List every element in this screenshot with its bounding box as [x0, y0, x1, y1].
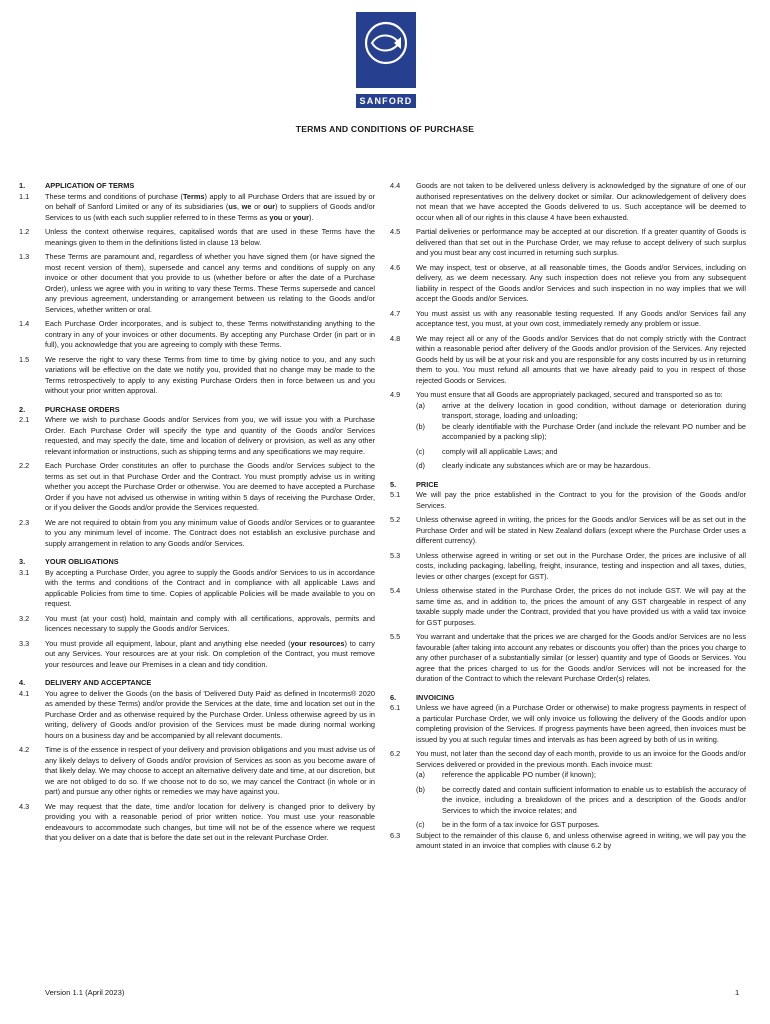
clause-text: Unless we have agreed (in a Purchase Order or otherwise) to make progress payments in respect of a particular Purchase Order, we will only invoice us following the delivery of the Goods and/or upon completing provision of the Services. If progress payments have been agreed, then invoices must be issued by you at such regular times and intervals as has been agreed by both of us in writing. — [416, 703, 746, 744]
clause-number: 2.2 — [19, 461, 30, 470]
sanford-logo — [356, 12, 416, 106]
clause-text: Where we wish to purchase Goods and/or Services from you, we will issue you with a Purchase Order. Each Purchase Order will specify the type and quantity of the Goods and/or Services requested, and may specify the date, time and location of delivery or provision, as well as any other relevant information or instructions, such as shipping terms and any specifications we may require. — [45, 415, 375, 456]
sub-clause — [416, 422, 746, 443]
clause-number: 5.1 — [390, 490, 401, 499]
clause — [19, 319, 375, 351]
sub-clause-label: (c) — [416, 446, 425, 456]
clause — [19, 568, 375, 610]
sub-clause — [416, 447, 746, 458]
sub-clause-label: (b) — [416, 784, 425, 794]
clause-number: 4.1 — [19, 688, 30, 698]
clause-text: Unless otherwise agreed in writing, the prices for the Goods and/or Services will be as set out in the Purchase Order and will be stated in New Zealand dollars (except where the Purchase Order uses a different currency). — [416, 515, 746, 545]
clause-text: Goods are not taken to be delivered unless delivery is acknowledged by the signature of one of our authorised representatives on the delivery docket or similar. Our acknowledgement of delivery does not mean that we have accepted the Goods delivered to us. Such acceptance will be deemed to occur when all of our rights in this clause 4 have been exhausted. — [416, 181, 746, 222]
clause — [19, 461, 375, 514]
clause-number: 5.3 — [390, 550, 401, 560]
clause — [390, 390, 746, 401]
sub-clause-text: be correctly dated and contain sufficient information to enable us to establish the accuracy of the invoice, including a breakdown of the prices and a description of the Goods and/or Services to which the invoice relates; and — [442, 784, 746, 815]
clause-text: You agree to deliver the Goods (on the basis of 'Delivered Duty Paid' as defined in Incoterms® 2020 as amended by these Terms) and/or provide the Services at the date, time and location set out in the Purchase Order and as otherwise required by the Purchase Order. Unless otherwise agreed by us in writing, delivery of Goods and/or provision of the Services must be made during normal working hours on a business day and be accompanied by all relevant documents. — [45, 688, 375, 740]
logo-wordmark: SANFORD — [356, 94, 416, 108]
clause-number: 1.2 — [19, 227, 30, 236]
clause-number: 5.2 — [390, 515, 401, 524]
clause — [19, 689, 375, 742]
clause-number: 6.2 — [390, 749, 401, 758]
clause — [390, 309, 746, 330]
clause-text: These Terms are paramount and, regardless of whether you have signed them (or have signed the most recent version of them), supersede and cancel any terms and conditions of supply on any invoice or other document that you provide to us (whether before or after the date of a Purchase Order), unless we agree with you in writing to vary these Terms. These Terms supersede and cancel any previous agreement, understanding or arrangement between us relating to the Goods and/or Services, whether written or oral. — [45, 252, 375, 314]
sub-clause-text: arrive at the delivery location in good condition, without damage or deterioration during transport, storage, loading and unloading; — [442, 400, 746, 420]
clause-text: We are not required to obtain from you any minimum value of Goods and/or Services or to guarantee to you any minimum level of income. The Contract does not establish an exclusive purchase and supply arrangement in relation to any Goods and/or Services. — [45, 517, 375, 548]
clause-text: We may reject all or any of the Goods and/or Services that do not comply strictly with the Contract within a reasonable period after delivery of the Goods and/or provision of the Services. Any rejected Goods held by us will be at your risk and you are responsible for any costs incurred by us in returning them to you. You must refund all amounts that we have already paid to you in respect of those rejected Goods or Services. — [416, 333, 746, 385]
section-heading — [390, 480, 746, 491]
clause — [390, 703, 746, 745]
sub-clause — [416, 770, 746, 781]
section-number: 5. — [390, 479, 397, 489]
clause-text: Each Purchase Order constitutes an offer to purchase the Goods and/or Services subject to the terms as set out in that Purchase Order and the Contract. You must promptly advise us in writing whether you accept the Purchase Order or otherwise. You are deemed to have accepted a Purchase Order if you have not advised us otherwise in writing within 5 days of receiving the Purchase Order, or if you deliver the Goods and/or provide the Services requested. — [45, 461, 375, 512]
clause — [390, 334, 746, 387]
clause — [390, 515, 746, 547]
clause-number: 3.3 — [19, 638, 30, 648]
clause — [19, 355, 375, 397]
clause — [19, 415, 375, 457]
clause-text: We may request that the date, time and/or location for delivery is changed prior to delivery by providing you with a reasonable period of prior written notice. You must use your reasonable endeavours to accommodate such changes, but time will not be of the essence where we request that you deliver on a date that is before the date set out in the relevant Purchase Order. — [45, 801, 375, 842]
sub-clause-text: be in the form of a tax invoice for GST purposes. — [442, 820, 600, 829]
sub-clause-text: comply will all applicable Laws; and — [442, 446, 558, 456]
clause — [390, 181, 746, 223]
section-heading — [19, 405, 375, 416]
clause-text: Unless the context otherwise requires, capitalised words that are used in these Terms have the meanings given to them in the definitions listed in clause 13 below. — [45, 227, 375, 247]
clause — [390, 263, 746, 305]
clause — [19, 227, 375, 248]
sub-clause-text: clearly indicate any substances which are or may be hazardous. — [442, 461, 651, 470]
clause-number: 4.7 — [390, 308, 401, 318]
clause-number: 3.2 — [19, 613, 30, 623]
sub-clause-label: (b) — [416, 421, 425, 431]
clause-text: Unless otherwise agreed in writing or set out in the Purchase Order, the prices are inclusive of all costs, including packaging, labelling, freight, insurance, testing and inspection and all taxes, duties, levies or other charges (except for GST). — [416, 550, 746, 581]
sub-clause-label: (d) — [416, 461, 425, 470]
clause — [390, 551, 746, 583]
clause-number: 1.4 — [19, 319, 30, 328]
section-number: 3. — [19, 557, 26, 566]
clause-number: 4.3 — [19, 801, 30, 811]
document-title: TERMS AND CONDITIONS OF PURCHASE — [295, 124, 475, 134]
clause-number: 1.1 — [19, 191, 30, 201]
section-title: PRICE — [416, 479, 439, 489]
clause-text: Each Purchase Order incorporates, and is subject to, these Terms notwithstanding anything to the contrary in any of your invoices or other documents. By accepting any Purchase Order (in part or in full), you acknowledge that you are agreeing to comply with these Terms. — [45, 319, 375, 349]
clause-number: 4.8 — [390, 333, 401, 343]
sub-clause-text: reference the applicable PO number (if known); — [442, 770, 596, 779]
clause-text: You must (at your cost) hold, maintain and comply with all certifications, approvals, permits and licences necessary to supply the Goods and/or Services. — [45, 613, 375, 633]
sub-clause-label: (c) — [416, 820, 425, 829]
clause — [19, 614, 375, 635]
clause-text: Unless otherwise stated in the Purchase Order, the prices do not include GST. We will pay at the same time as, and in addition to, the prices the amount of any GST chargeable in respect of any taxable supply made under the Contract, provided that you have provided us with a valid tax invoice for GST purposes. — [416, 586, 746, 627]
section-heading — [19, 181, 375, 192]
clause-text: You must, not later than the second day of each month, provide to us an invoice for the Goods and/or Services delivered or provided in the previous month. Each invoice must: — [416, 749, 746, 769]
clause-number: 4.2 — [19, 745, 30, 754]
section-number: 1. — [19, 181, 26, 190]
clause-text: You must provide all equipment, labour, plant and anything else needed (your resources) to carry out any Services. Your resources are at your risk. On completion of the Contract, you must remove your resources and leave our Premises in a clean and tidy condition. — [45, 638, 375, 669]
section-heading — [19, 557, 375, 568]
section-title: PURCHASE ORDERS — [45, 404, 120, 414]
sub-clause — [416, 820, 746, 831]
clause-text: These terms and conditions of purchase (Terms) apply to all Purchase Orders that are issued by or on behalf of Sanford Limited or any of its subsidiaries (us, we or our) to suppliers of Goods and/or Services to us (with each such supplier referred to in these Terms as you or your). — [45, 191, 375, 222]
logo-emblem — [356, 12, 416, 88]
clause-number: 4.4 — [390, 181, 401, 190]
clause-number: 6.3 — [390, 830, 401, 840]
clause-text: Subject to the remainder of this clause 6, and unless otherwise agreed in writing, we will pay you the amount stated in an invoice that complies with clause 6.2 by — [416, 830, 746, 850]
clause — [390, 490, 746, 511]
clause-number: 6.1 — [390, 703, 401, 712]
right-column — [390, 181, 746, 852]
clause-number: 3.1 — [19, 567, 30, 577]
clause — [390, 831, 746, 852]
clause-number: 2.1 — [19, 415, 30, 424]
clause-text: We may inspect, test or observe, at all reasonable times, the Goods and/or Services, including on delivery, as we deem necessary. Any such inspection does not relieve you from any subsequent liability in respect of the Goods and/or Services and such inspection in no way implies that we will accept the Goods and/or Services. — [416, 262, 746, 303]
clause — [390, 586, 746, 628]
clause — [19, 192, 375, 224]
clause — [390, 632, 746, 685]
clause-number: 5.4 — [390, 586, 401, 595]
clause-text: We reserve the right to vary these Terms from time to time by giving notice to you, and any such variations will be effective on the date we notify you, provided that no change may be made to the Terms retrospectively to apply to any existing Purchase Orders then in force between us and you without your prior written approval. — [45, 354, 375, 395]
clause-number: 4.5 — [390, 227, 401, 236]
section-number: 4. — [19, 678, 26, 687]
section-title: INVOICING — [416, 692, 455, 702]
clause — [19, 518, 375, 550]
section-heading — [390, 693, 746, 704]
clause-text: We will pay the price established in the Contract to you for the provision of the Goods and/or Services. — [416, 490, 746, 510]
section-title: YOUR OBLIGATIONS — [45, 557, 119, 566]
clause — [19, 802, 375, 844]
clause-text: By accepting a Purchase Order, you agree to supply the Goods and/or Services to us in accordance with the terms and conditions of the Contract and in compliance with all applicable Laws and applicable Policies from time to time. Copies of applicable Policies will be made available to you on request. — [45, 567, 375, 608]
section-title: APPLICATION OF TERMS — [45, 181, 135, 190]
sub-clause — [416, 401, 746, 422]
clause-number: 4.6 — [390, 262, 401, 272]
section-number: 2. — [19, 404, 26, 414]
clause-text: You must assist us with any reasonable testing requested. If any Goods and/or Services fail any acceptance test, you must, at your own cost, immediately remedy any problem or issue. — [416, 308, 746, 328]
clause-text: Time is of the essence in respect of your delivery and provision obligations and you must advise us of any likely delays to delivery of Goods and/or provision of Services as soon as you become aware of that likely delay. We may choose to accept an alternative delivery date and time, at our discretion, but we are not obliged to do so. If we choose not to do so, we may cancel the Contract (in whole or in part) and pursue any other rights or remedies we may have against you. — [45, 745, 375, 796]
sub-clause-text: be clearly identifiable with the Purchase Order (and include the relevant PO number and be accompanied by a packing slip); — [442, 421, 746, 441]
clause — [390, 227, 746, 259]
sub-clause-label: (a) — [416, 770, 425, 779]
section-title: DELIVERY AND ACCEPTANCE — [45, 678, 152, 687]
sub-clause — [416, 461, 746, 472]
clause-text: You warrant and undertake that the prices we are charged for the Goods and/or Services are no less favourable (after taking into account any rebates or discounts you offer) than the prices you charge to any other purchaser of a substantially similar (or lesser) quantity and type of Goods or Services. You agree that the prices charged to us for the Goods and/or Services will not be increased for the duration of the Contract to which the relevant Purchase Order(s) relates. — [416, 632, 746, 683]
clause-number: 2.3 — [19, 517, 30, 527]
footer-version: Version 1.1 (April 2023) — [45, 988, 125, 997]
clause-text: Partial deliveries or performance may be accepted at our discretion. If a greater quantity of Goods is delivered than that set out in the Purchase Order, we may refuse to accept delivery of such surplus and you must bear any cost incurred in returning such surplus. — [416, 227, 746, 257]
section-number: 6. — [390, 692, 397, 702]
clause-number: 1.3 — [19, 252, 30, 261]
clause — [19, 639, 375, 671]
section-heading — [19, 678, 375, 689]
clause-number: 5.5 — [390, 632, 401, 641]
page-number: 1 — [735, 988, 740, 997]
clause — [390, 749, 746, 770]
left-column — [19, 181, 375, 844]
clause-number: 4.9 — [390, 390, 401, 399]
clause — [19, 252, 375, 315]
fish-circle-icon — [363, 20, 409, 66]
clause-text: You must ensure that all Goods are appropriately packaged, secured and transported so as to: — [416, 390, 723, 399]
clause — [19, 745, 375, 798]
clause-number: 1.5 — [19, 354, 30, 364]
sub-clause-label: (a) — [416, 400, 425, 410]
sub-clause — [416, 785, 746, 817]
